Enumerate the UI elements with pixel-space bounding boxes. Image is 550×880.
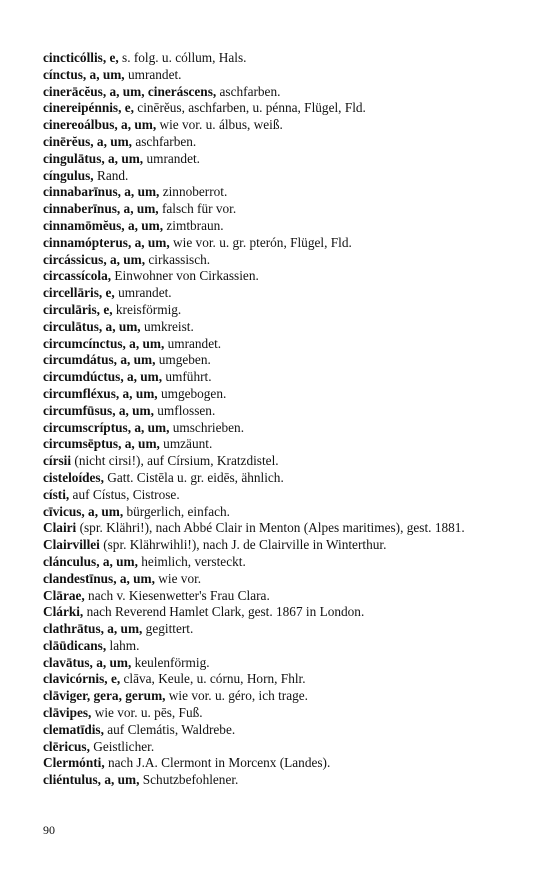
headword: clāvipes, — [43, 705, 92, 721]
headword: circassícola, — [43, 268, 112, 284]
entry — [43, 420, 505, 437]
headword: Clárki, — [43, 604, 84, 620]
entry — [43, 604, 505, 621]
definition: aschfarben. — [216, 83, 281, 99]
headword: cingulātus, a, um, — [43, 150, 144, 166]
entry — [43, 470, 505, 487]
headword: clematīdis, — [43, 721, 104, 737]
headword: circumcínctus, a, um, — [43, 335, 165, 351]
entry — [43, 537, 505, 554]
headword: circellāris, e, — [43, 285, 115, 301]
headword: cinereoálbus, a, um, — [43, 117, 157, 133]
headword: circumfléxus, a, um, — [43, 385, 158, 401]
entry — [43, 268, 505, 285]
definition: cirkassisch. — [145, 251, 211, 267]
entry — [43, 772, 505, 789]
entry — [43, 302, 505, 319]
headword: clāūdicans, — [43, 637, 107, 653]
definition: Geistlicher. — [89, 738, 155, 754]
definition: wie vor. — [154, 570, 202, 586]
definition: wie vor. u. álbus, weiß. — [156, 117, 283, 133]
headword: circumscríptus, a, um, — [43, 419, 170, 435]
definition: kreisförmig. — [112, 301, 182, 317]
definition: (spr. Klähri!), nach Abbé Clair in Menton (Alpes maritimes), gest. 1881. — [76, 520, 465, 536]
entry — [43, 588, 505, 605]
headword: circumsēptus, a, um, — [43, 436, 160, 452]
definition: nach v. Kiesenwetter's Frau Clara. — [84, 587, 270, 603]
headword: cinnamōmĕus, a, um, — [43, 217, 164, 233]
headword: clavicórnis, e, — [43, 671, 121, 687]
headword: Clairvillei — [43, 537, 100, 553]
entry — [43, 453, 505, 470]
definition: auf Clemátis, Waldrebe. — [103, 721, 236, 737]
definition: umrandet. — [114, 285, 172, 301]
entry — [43, 655, 505, 672]
definition: umführt. — [162, 369, 212, 385]
headword: circumfūsus, a, um, — [43, 402, 154, 418]
headword: cincticóllis, e, — [43, 50, 119, 65]
headword: cíngulus, — [43, 167, 94, 183]
definition: umgeben. — [155, 352, 211, 368]
headword: cisteloídes, — [43, 469, 104, 485]
headword: cinnabarīnus, a, um, — [43, 184, 160, 200]
definition: cinērĕus, aschfarben, u. pénna, Flügel, Fld. — [133, 100, 366, 116]
entry — [43, 184, 505, 201]
headword: cinērĕus, a, um, — [43, 133, 133, 149]
definition: umgebogen. — [157, 385, 227, 401]
entry — [43, 705, 505, 722]
definition: s. folg. u. cóllum, Hals. — [118, 50, 247, 65]
entry — [43, 487, 505, 504]
definition: umrandet. — [143, 150, 200, 166]
definition: zimtbraun. — [163, 217, 224, 233]
entry — [43, 621, 505, 638]
entry — [43, 235, 505, 252]
definition: wie vor. u. géro, ich trage. — [165, 688, 308, 704]
definition: zinnoberrot. — [159, 184, 228, 200]
definition: heimlich, versteckt. — [137, 553, 246, 569]
entry — [43, 671, 505, 688]
definition: (spr. Klährwihli!), nach J. de Clairville in Winterthur. — [99, 537, 387, 553]
headword: cliéntulus, a, um, — [43, 772, 140, 788]
entry — [43, 722, 505, 739]
headword: cinereipénnis, e, — [43, 100, 134, 116]
definition: clāva, Keule, u. córnu, Horn, Fhlr. — [120, 671, 306, 687]
entry — [43, 369, 505, 386]
definition: aschfarben. — [132, 133, 197, 149]
headword: cinnamópterus, a, um, — [43, 234, 170, 250]
headword: cínctus, a, um, — [43, 66, 125, 82]
entry — [43, 739, 505, 756]
definition: auf Cístus, Cistrose. — [69, 486, 180, 502]
headword: Clairi — [43, 520, 77, 536]
entry — [43, 285, 505, 302]
entry — [43, 117, 505, 134]
definition: umzäunt. — [159, 436, 213, 452]
definition: Gatt. Cistēla u. gr. eidēs, ähnlich. — [103, 469, 284, 485]
entry — [43, 201, 505, 218]
definition: lahm. — [106, 637, 140, 653]
headword: císti, — [43, 486, 70, 502]
definition: (nicht cirsi!), auf Círsium, Kratzdistel. — [71, 453, 279, 469]
entry — [43, 688, 505, 705]
headword: clandestīnus, a, um, — [43, 570, 155, 586]
headword: clēricus, — [43, 738, 90, 754]
definition: umflossen. — [153, 402, 216, 418]
definition: umrandet. — [124, 66, 182, 82]
entry — [43, 638, 505, 655]
headword: clathrātus, a, um, — [43, 621, 143, 637]
definition: nach Reverend Hamlet Clark, gest. 1867 in London. — [83, 604, 365, 620]
headword: círsii — [43, 453, 72, 469]
definition: falsch für vor. — [158, 201, 237, 217]
headword: Clārae, — [43, 587, 85, 603]
definition: wie vor. u. gr. pterón, Flügel, Fld. — [169, 234, 352, 250]
definition: umkreist. — [140, 318, 194, 334]
entry — [43, 67, 505, 84]
headword: clánculus, a, um, — [43, 553, 138, 569]
entry — [43, 100, 505, 117]
entry — [43, 386, 505, 403]
headword: clāviger, gera, gerum, — [43, 688, 166, 704]
definition: gegittert. — [142, 621, 194, 637]
definition: nach J.A. Clermont in Morcenx (Landes). — [104, 755, 331, 771]
headword: cinerācĕus, a, um, cineráscens, — [43, 83, 217, 99]
entry — [43, 352, 505, 369]
headword: circássicus, a, um, — [43, 251, 146, 267]
entry — [43, 336, 505, 353]
entry — [43, 218, 505, 235]
entry — [43, 319, 505, 336]
definition: keulenförmig. — [131, 654, 210, 670]
definition: Schutzbefohlener. — [139, 772, 239, 788]
headword: cīvicus, a, um, — [43, 503, 124, 519]
definition: wie vor. u. pēs, Fuß. — [91, 705, 203, 721]
page-number: 90 — [43, 823, 55, 837]
headword: cinnaberīnus, a, um, — [43, 201, 159, 217]
definition: bürgerlich, einfach. — [123, 503, 230, 519]
headword: clavātus, a, um, — [43, 654, 132, 670]
entry — [43, 504, 505, 521]
headword: circumdátus, a, um, — [43, 352, 156, 368]
entry — [43, 168, 505, 185]
definition: umrandet. — [164, 335, 222, 351]
dictionary-page — [43, 50, 505, 789]
entry — [43, 50, 505, 67]
entry — [43, 134, 505, 151]
entry — [43, 403, 505, 420]
entry — [43, 520, 505, 537]
definition: Rand. — [93, 167, 129, 183]
entry — [43, 252, 505, 269]
headword: circumdúctus, a, um, — [43, 369, 163, 385]
entry — [43, 554, 505, 571]
entry — [43, 436, 505, 453]
definition: umschrieben. — [169, 419, 245, 435]
headword: circulāris, e, — [43, 301, 113, 317]
entry — [43, 84, 505, 101]
entry — [43, 151, 505, 168]
headword: Clermónti, — [43, 755, 105, 771]
definition: Einwohner von Cirkassien. — [111, 268, 259, 284]
entry — [43, 755, 505, 772]
entry — [43, 571, 505, 588]
headword: circulātus, a, um, — [43, 318, 141, 334]
